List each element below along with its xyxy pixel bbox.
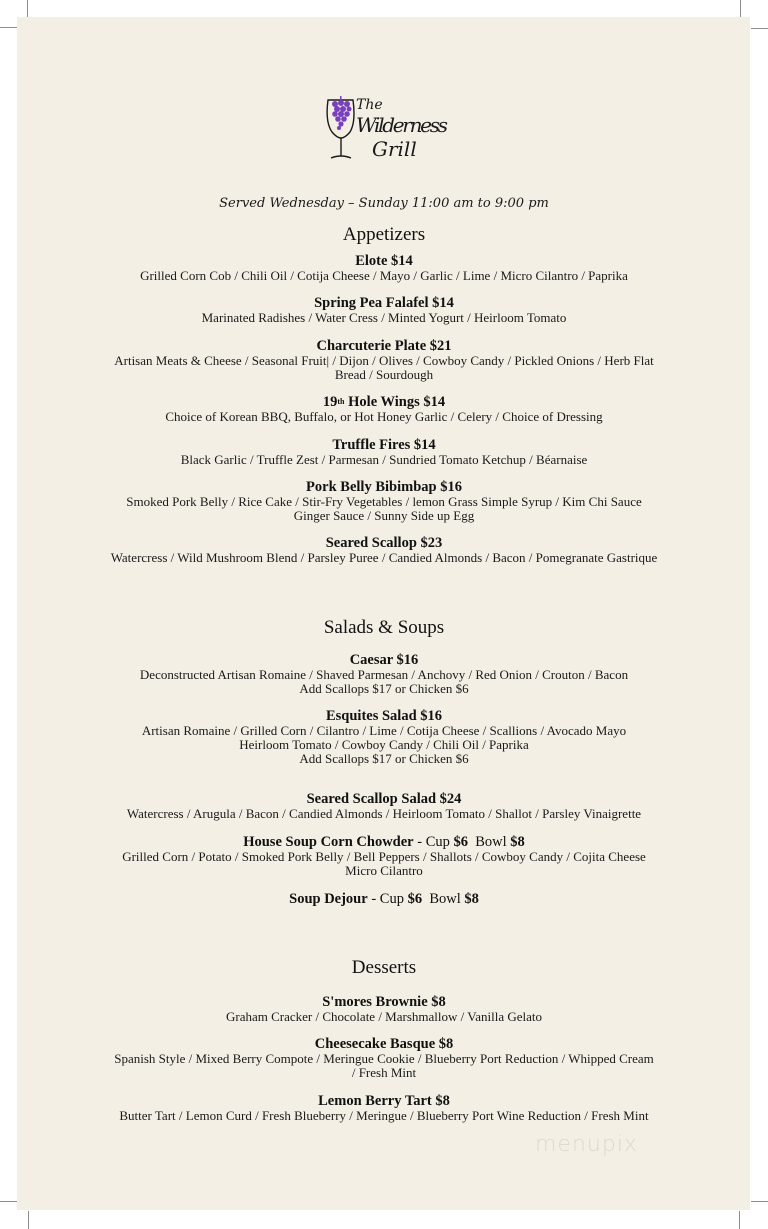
crop-mark-bottom-right-h — [751, 1201, 768, 1202]
menu-item — [60, 254, 708, 283]
menu-item — [60, 395, 708, 424]
item-desc: / Fresh Mint — [351, 1065, 417, 1080]
crop-mark-top-right-h — [751, 28, 768, 29]
crop-mark-top-left-v — [27, 0, 28, 17]
restaurant-logo — [322, 92, 452, 164]
item-desc: Spanish Style / Mixed Berry Compote / Meringue Cookie / Blueberry Port Reduction / Whipped Cream — [114, 1051, 654, 1066]
menu-item — [60, 892, 708, 907]
menu-item — [60, 438, 708, 467]
item-name: Caesar $16 — [349, 652, 419, 668]
item-desc: Watercress / Arugula / Bacon / Candied Almonds / Heirloom Tomato / Shallot / Parsley Vinaigrette — [126, 806, 642, 821]
item-desc: Artisan Meats & Cheese / Seasonal Fruit| / Dijon / Olives / Cowboy Candy / Pickled Onions / Herb Flat — [114, 353, 654, 368]
item-desc: Marinated Radishes / Water Cress / Minted Yogurt / Heirloom Tomato — [201, 310, 567, 325]
item-desc: Choice of Korean BBQ, Buffalo, or Hot Honey Garlic / Celery / Choice of Dressing — [165, 409, 603, 424]
menu-item — [60, 709, 708, 766]
item-name: Lemon Berry Tart $8 — [318, 1093, 450, 1109]
item-name: Charcuterie Plate $21 — [316, 338, 452, 354]
svg-text:Grill: Grill — [372, 137, 417, 161]
menu-item — [60, 1094, 708, 1123]
item-desc: Micro Cilantro — [345, 863, 423, 878]
crop-mark-bottom-left-h — [0, 1201, 17, 1202]
menu-item — [60, 296, 708, 325]
item-desc: Add Scallops $17 or Chicken $6 — [299, 751, 469, 766]
service-hours: Served Wednesday – Sunday 11:00 am to 9:00 pm — [219, 196, 549, 211]
item-desc: Grilled Corn / Potato / Smoked Pork Belly / Bell Peppers / Shallots / Cowboy Candy / Cojita Cheese — [122, 849, 646, 864]
item-name: Cheesecake Basque $8 — [314, 1036, 454, 1052]
svg-text:The: The — [356, 97, 383, 113]
item-desc: Ginger Sauce / Sunny Side up Egg — [293, 508, 475, 523]
crop-mark-bottom-left-v — [28, 1211, 29, 1229]
item-desc: Smoked Pork Belly / Rice Cake / Stir-Fry Vegetables / lemon Grass Simple Syrup / Kim Chi Sauce — [126, 494, 642, 509]
svg-text:Wilderness: Wilderness — [356, 113, 448, 137]
item-desc: Grilled Corn Cob / Chili Oil / Cotija Cheese / Mayo / Garlic / Lime / Micro Cilantro / Paprika — [140, 268, 628, 283]
item-desc: Watercress / Wild Mushroom Blend / Parsley Puree / Candied Almonds / Bacon / Pomegranate Gastrique — [110, 550, 658, 565]
item-desc: Black Garlic / Truffle Zest / Parmesan / Sundried Tomato Ketchup / Béarnaise — [180, 452, 588, 467]
item-name: Elote $14 — [355, 253, 413, 269]
grapes-icon — [332, 96, 352, 130]
crop-mark-bottom-right-v — [739, 1211, 740, 1229]
item-name: S'mores Brownie $8 — [322, 994, 446, 1010]
item-desc: Graham Cracker / Chocolate / Marshmallow / Vanilla Gelato — [226, 1009, 542, 1024]
item-desc: Deconstructed Artisan Romaine / Shaved Parmesan / Anchovy / Red Onion / Crouton / Bacon — [139, 667, 629, 682]
item-name: House Soup Corn Chowder - Cup $6 Bowl $8 — [243, 834, 525, 850]
item-desc: Butter Tart / Lemon Curd / Fresh Blueberry / Meringue / Blueberry Port Wine Reduction / Fresh Mint — [119, 1108, 649, 1123]
menu-item — [60, 995, 708, 1024]
menu-item — [60, 480, 708, 523]
item-name: Truffle Fires $14 — [332, 437, 436, 453]
section-title-salads-soups: Salads & Soups — [323, 617, 445, 638]
crop-mark-top-left-h — [0, 27, 17, 28]
menu-item — [60, 536, 708, 565]
watermark: menupix — [535, 1132, 638, 1157]
item-name: Soup Dejour - Cup $6 Bowl $8 — [289, 891, 479, 907]
item-name: Pork Belly Bibimbap $16 — [306, 479, 462, 495]
item-desc: Bread / Sourdough — [334, 367, 434, 382]
menu-item — [60, 792, 708, 821]
item-name: 19th Hole Wings $14 — [322, 394, 446, 410]
section-title-appetizers: Appetizers — [342, 224, 426, 245]
menu-item — [60, 653, 708, 696]
item-desc: Add Scallops $17 or Chicken $6 — [299, 681, 469, 696]
item-name: Esquites Salad $16 — [325, 708, 443, 724]
item-desc: Heirloom Tomato / Cowboy Candy / Chili Oil / Paprika — [239, 737, 529, 752]
menu-item — [60, 1037, 708, 1080]
item-name: Seared Scallop Salad $24 — [306, 791, 462, 807]
menu-item — [60, 835, 708, 878]
menu-item — [60, 339, 708, 382]
section-title-desserts: Desserts — [351, 957, 417, 978]
item-name: Seared Scallop $23 — [325, 535, 443, 551]
item-name: Spring Pea Falafel $14 — [314, 295, 454, 311]
crop-mark-top-right-v — [740, 0, 741, 17]
item-desc: Artisan Romaine / Grilled Corn / Cilantro / Lime / Cotija Cheese / Scallions / Avocado Mayo — [141, 723, 627, 738]
